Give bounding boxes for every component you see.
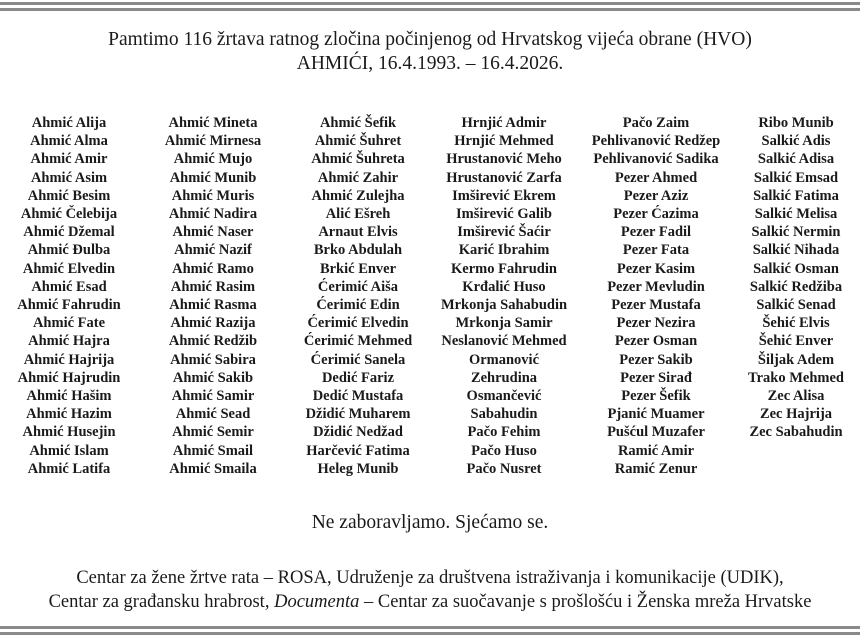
victim-name: Ahmić Mujo <box>173 151 253 168</box>
victim-name: Pačo Zaim <box>622 115 690 131</box>
victim-name: Džidić Muharem <box>305 406 411 423</box>
victim-name: Ahmić Smail <box>172 442 254 459</box>
victim-name: Imširević Galib <box>456 206 552 223</box>
victim-name: Hrustanović Zarfa <box>446 169 562 186</box>
victim-name: Ahmić Naser <box>172 224 254 241</box>
victim-name: Salkić Osman <box>753 260 839 277</box>
victim-name: Ćerimić Aiša <box>317 278 399 295</box>
victim-name: Ahmić Mirnesa <box>164 133 262 150</box>
names-column-2 <box>138 114 288 478</box>
victim-name: Ahmić Čelebija <box>20 206 118 223</box>
victim-name: Ahmić Ramo <box>172 260 254 277</box>
victim-name: Ahmić Amir <box>30 151 108 168</box>
victim-name: Ahmić Elvedin <box>22 260 116 277</box>
names-column-3 <box>288 114 428 478</box>
victim-name: Ahmić Esad <box>31 278 107 295</box>
victim-name: Alić Ešreh <box>325 206 391 223</box>
victim-name: Karić Ibrahim <box>458 242 550 259</box>
victim-name: Pezer Aziz <box>623 187 689 204</box>
names-column-6 <box>732 114 860 478</box>
victim-name: Ahmić Fate <box>32 315 106 332</box>
victim-name: Pezer Fadil <box>620 224 692 241</box>
victim-name: Pezer Sirađ <box>620 369 692 386</box>
victim-name: Šiljak Adem <box>757 351 835 368</box>
victim-name: Ahmić Islam <box>29 442 109 459</box>
victim-name: Ahmić Rasim <box>170 278 256 295</box>
victim-name: Ahmić Besim <box>27 187 111 204</box>
victim-name: Salkić Adisa <box>757 151 835 168</box>
victim-name: Neslanović Mehmed <box>441 333 567 350</box>
organizers-line-2-start: Centar za građansku hrabrost, <box>48 592 275 612</box>
names-column-4 <box>428 114 580 478</box>
victim-name: Ahmić Sead <box>175 406 251 423</box>
victim-name: Ramić Amir <box>617 442 695 459</box>
victim-name: Ćerimić Sanela <box>310 351 406 368</box>
victim-name: Zec Alisa <box>767 388 825 405</box>
victim-name: Salkić Adis <box>761 133 831 150</box>
organizers-line-2-end: – Centar za suočavanje s prošlošću i Ženska mreža Hrvatske <box>359 592 812 612</box>
victim-name: Brko Abdulah <box>313 242 403 259</box>
victim-name: Hrnjić Admir <box>461 115 547 131</box>
victim-name: Ahmić Hazim <box>26 406 112 423</box>
victim-name: Dedić Fariz <box>321 369 395 386</box>
victim-name: Šehić Enver <box>758 333 834 350</box>
victim-name: Ćerimić Elvedin <box>307 315 409 332</box>
names-column-5 <box>580 114 732 478</box>
victim-name: Ahmić Fahrudin <box>17 297 121 314</box>
top-border-line-inner <box>0 8 860 11</box>
victim-name: Ahmić Alija <box>31 115 107 131</box>
victim-name: Ahmić Munib <box>169 169 257 186</box>
victim-name: Ahmić Mineta <box>168 115 258 131</box>
victim-name: Salkić Nermin <box>751 224 841 241</box>
victim-name: Ribo Munib <box>758 115 834 131</box>
victim-name: Ramić Zenur <box>614 460 698 477</box>
victim-name: Ahmić Šefik <box>319 115 397 131</box>
victim-name: Ahmić Đulba <box>27 242 111 259</box>
victim-name: Ćerimić Mehmed <box>303 333 413 350</box>
victim-name: Ahmić Sakib <box>172 369 254 386</box>
victim-name: Ahmić Hajra <box>28 333 110 350</box>
victim-name: Pezer Osman <box>614 333 698 350</box>
victim-name: Ćerimić Edin <box>316 297 400 314</box>
victim-name: Salkić Fatima <box>753 187 839 204</box>
top-border-line <box>0 2 860 5</box>
names-column-1 <box>0 114 138 478</box>
victim-name: Imširević Ekrem <box>452 187 556 204</box>
victim-names-grid <box>0 114 860 478</box>
victim-name: Pehlivanović Redžep <box>591 133 721 150</box>
victim-name: Zec Sabahudin <box>749 424 843 441</box>
victim-name: Osmančević <box>466 388 542 405</box>
victim-name: Krđalić Huso <box>462 278 546 295</box>
victim-name: Pezer Sakib <box>619 351 693 368</box>
victim-name: Pezer Mevludin <box>607 278 705 295</box>
victim-name: Ahmić Hajrija <box>23 351 115 368</box>
victim-name: Mrkonja Sahabudin <box>440 297 568 314</box>
victim-name: Salkić Senad <box>756 297 836 314</box>
memorial-header <box>0 28 860 76</box>
victim-name: Ahmić Alma <box>30 133 108 150</box>
victim-name: Ahmić Zulejha <box>311 187 405 204</box>
victim-name: Pačo Fehim <box>467 424 541 441</box>
victim-name: Džidić Nedžad <box>313 424 403 441</box>
victim-name: Pezer Ćazima <box>613 206 699 223</box>
victim-name: Pehlivanović Sadika <box>593 151 719 168</box>
victim-name: Salkić Redžiba <box>749 278 843 295</box>
header-line-1: Pamtimo 116 žrtava ratnog zločina počinjenog od Hrvatskog vijeća obrane (HVO) <box>108 29 752 50</box>
victim-name: Ahmić Samir <box>171 388 255 405</box>
victim-name: Ahmić Nadira <box>168 206 258 223</box>
victim-name: Salkić Emsad <box>753 169 839 186</box>
victim-name: Imširević Šaćir <box>457 224 551 241</box>
bottom-border-line <box>0 626 860 629</box>
victim-name: Brkić Enver <box>319 260 397 277</box>
bottom-border-line-inner <box>0 632 860 635</box>
victim-name: Arnaut Elvis <box>318 224 398 241</box>
victim-name: Pezer Šefik <box>621 388 691 405</box>
victim-name: Ahmić Zahir <box>317 169 399 186</box>
organizers-line-1: Centar za žene žrtve rata – ROSA, Udruženje za društvena istraživanja i komunikacije (UDIK), <box>76 568 784 588</box>
victim-name: Ahmić Šuhret <box>314 133 402 150</box>
victim-name: Ahmić Husejin <box>22 424 116 441</box>
victim-name: Pezer Nezira <box>616 315 696 332</box>
victim-name: Ahmić Semir <box>172 424 254 441</box>
victim-name: Pezer Fata <box>622 242 690 259</box>
victim-name: Ahmić Redžib <box>168 333 258 350</box>
victim-name: Mrkonja Samir <box>455 315 553 332</box>
header-line-2: AHMIĆI, 16.4.1993. – 16.4.2026. <box>296 53 564 74</box>
victim-name: Salkić Melisa <box>754 206 838 223</box>
victim-name: Pjanić Muamer <box>607 406 705 423</box>
victim-name: Ahmić Nazif <box>174 242 252 259</box>
victim-name: Hrnjić Mehmed <box>454 133 554 150</box>
victim-name: Ahmić Hašim <box>26 388 112 405</box>
victim-name: Pezer Mustafa <box>611 297 701 314</box>
victim-name: Ahmić Smaila <box>169 460 257 477</box>
victim-name: Pačo Huso <box>471 442 537 459</box>
victim-name: Sabahudin <box>470 406 538 423</box>
victim-name: Ahmić Latifa <box>27 460 111 477</box>
victim-name: Trako Mehmed <box>748 369 844 386</box>
victim-name: Kermo Fahrudin <box>451 260 557 277</box>
documenta-name: Documenta <box>274 592 360 612</box>
victim-name: Ahmić Sabira <box>170 351 256 368</box>
victim-name: Ahmić Šuhreta <box>311 151 405 168</box>
organizers-footer <box>0 566 860 614</box>
victim-name: Hrustanović Meho <box>446 151 562 168</box>
victim-name: Pezer Ahmed <box>614 169 698 186</box>
victim-name: Šehić Elvis <box>762 315 830 332</box>
victim-name: Pušćul Muzafer <box>607 424 705 441</box>
victim-name: Zec Hajrija <box>759 406 833 423</box>
victim-name: Heleg Munib <box>317 460 399 477</box>
victim-name: Ahmić Rasma <box>169 297 257 314</box>
victim-name: Ormanović <box>468 351 540 368</box>
victim-name: Harčević Fatima <box>306 442 410 459</box>
memorial-slogan: Ne zaboravljamo. Sjećamo se. <box>311 512 549 533</box>
victim-name: Pezer Kasim <box>616 260 696 277</box>
victim-name: Ahmić Razija <box>170 315 256 332</box>
victim-name: Ahmić Džemal <box>23 224 115 241</box>
victim-name: Pačo Nusret <box>466 460 542 477</box>
victim-name: Dedić Mustafa <box>312 388 404 405</box>
victim-name: Ahmić Hajrudin <box>17 369 121 386</box>
victim-name: Zehrudina <box>470 369 538 386</box>
victim-name: Ahmić Muris <box>171 187 255 204</box>
victim-name: Ahmić Asim <box>30 169 108 186</box>
organizers-line-2 <box>0 590 860 614</box>
victim-name: Salkić Nihada <box>752 242 840 259</box>
